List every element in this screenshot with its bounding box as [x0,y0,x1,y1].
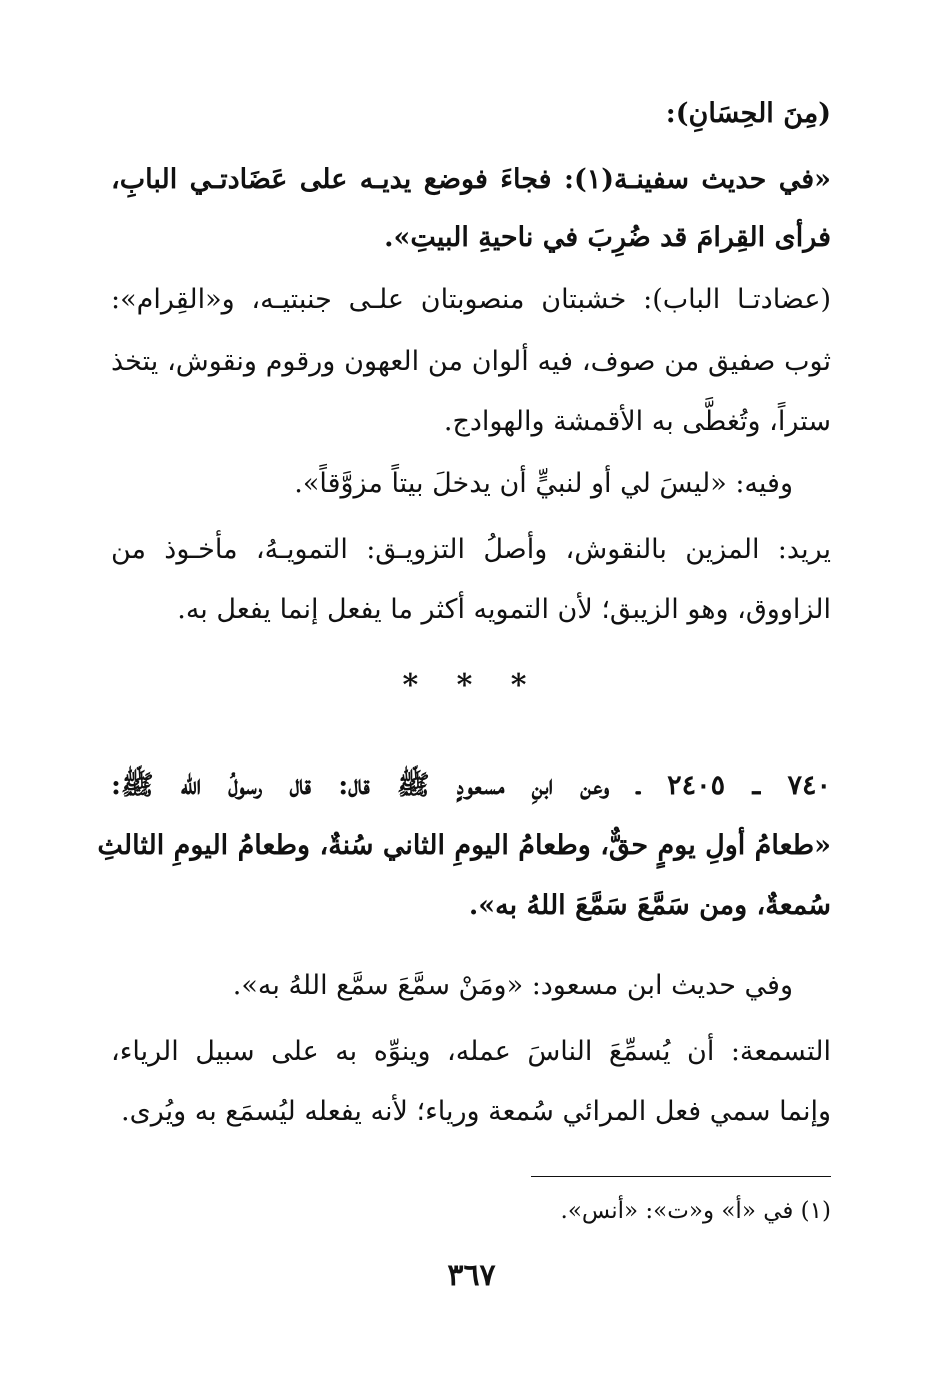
hadith-heading-line: ٧٤٠ ـ ٢٤٠٥ ـ وعن ابنِ مسعودٍ ﷺ قال: قال رسولُ الله ﷺ: [111,770,832,801]
explanation-line: ستراً، وتُغطَّى به الأقمشة والهوادج. [443,406,831,437]
section-separator: * * * [402,668,541,703]
explanation-line: وفيه: «ليسَ لي أو لنبيٍّ أن يدخلَ بيتاً مزوَّقاً». [294,468,793,499]
explanation-line: الزاووق، وهو الزيبق؛ لأن التمويه أكثر ما يفعل إنما يفعل به. [177,594,831,625]
hadith-text-line: سُمعةٌ، ومن سَمَّعَ سَمَّعَ اللهُ به». [468,890,831,921]
hadith-text-line: «في حديث سفينـة(١): فجاءَ فوضع يديـه على عَضَادتـي البابِ، [111,164,831,195]
footnote: (١) في «أ» و«ت»: «أنس». [560,1198,831,1224]
explanation-line: (عضادتـا الباب): خشبتان منصوبتان علـى جنبتيـه، و«القِرام»: [111,284,831,315]
explanation-line: التسمعة: أن يُسمِّعَ الناسَ عمله، وينوِّه به على سبيل الرياء، [111,1036,831,1067]
explanation-line: يريد: المزين بالنقوش، وأصلُ التزويـق: التمويـهُ، مأخـوذ من [111,534,831,565]
page-number: ٣٦٧ [447,1258,496,1293]
hadith-text-line: فرأى القِرامَ قد ضُرِبَ في ناحيةِ البيتِ». [384,222,831,253]
explanation-line: ثوب صفيق من صوف، فيه ألوان من العهون ورقوم ونقوش، يتخذ [111,346,831,377]
footnote-divider [531,1176,831,1177]
explanation-line: وفي حديث ابن مسعود: «ومَنْ سمَّعَ سمَّع اللهُ به». [232,970,793,1001]
section-heading: (مِنَ الحِسَانِ): [665,98,831,129]
hadith-text-line: «طعامُ أولِ يومٍ حقٌّ، وطعامُ اليومِ الثاني سُنةٌ، وطعامُ اليومِ الثالثِ [97,830,831,861]
explanation-line: وإنما سمي فعل المرائي سُمعة ورياء؛ لأنه يفعله ليُسمَع به ويُرى. [120,1096,831,1127]
